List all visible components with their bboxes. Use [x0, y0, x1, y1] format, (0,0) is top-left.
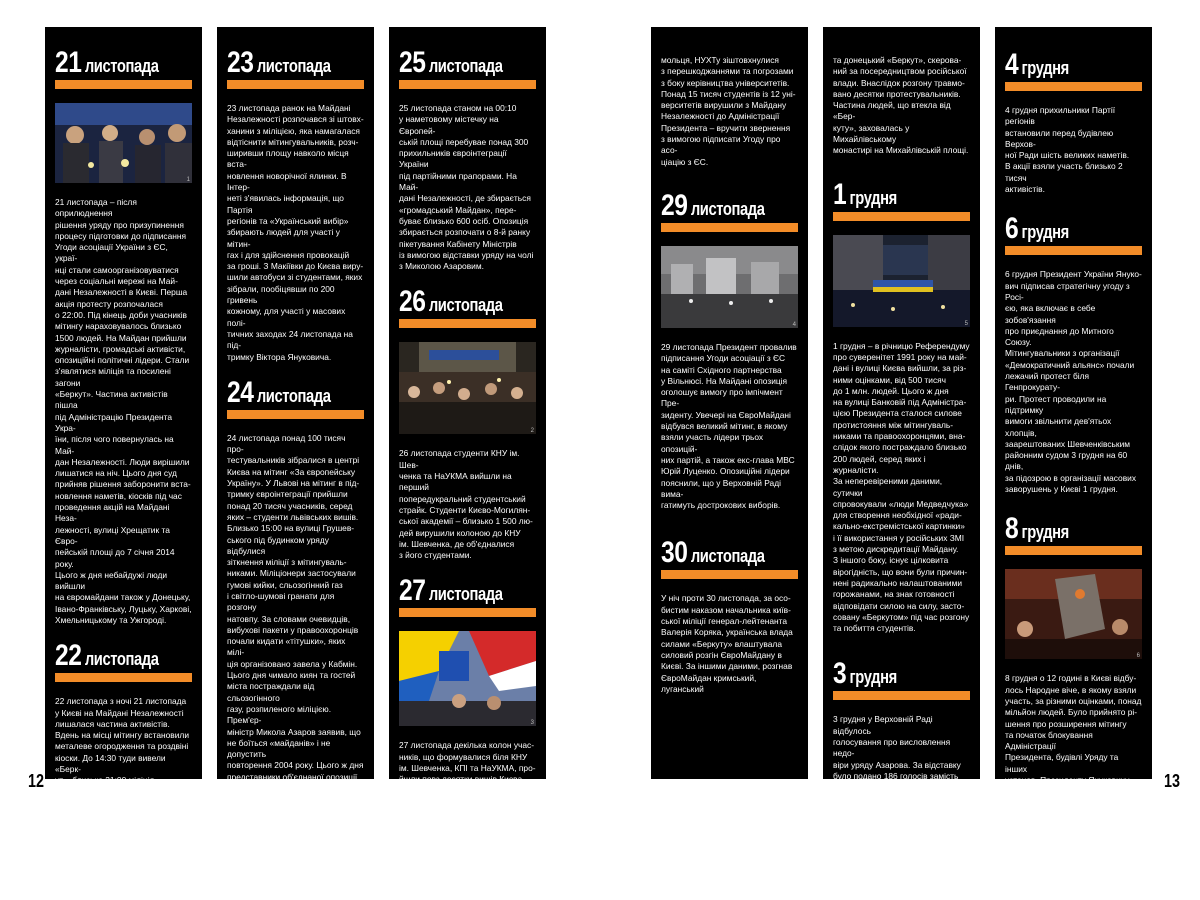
photo-dec1 [833, 235, 970, 327]
orange-bar [661, 570, 798, 579]
text-dec4: 4 грудня прихильники Партії регіонів встановили перед будівлею Верхов- ної Ради шість великих наметів. В акції взяли участь близько 2 тисяч активістів. [1005, 105, 1130, 195]
heading-day: 21 [55, 46, 82, 79]
heading-day: 4 [1005, 48, 1019, 81]
column-1 [45, 27, 202, 899]
heading-day: 27 [399, 574, 426, 608]
text-nov21: 21 листопада – після оприлюднення рішення уряду про призупинення процесу підготовки до підписання Угоди асоціації України з ЄС, украї- нці стали самоорганізовуватися через соціальні мережі на Май- дані Незалежності в Києві. Перша акція протесту розпочалася о 22:00. Під кінець доби учасників мітингу нараховувалось близько 1500 людей. На Майдан прийшли журналісти, громадські активісти, опозиційні політичні лідери. Стали з'являтися міліція та посилені загони «Беркут». Частина активістів пішла під Адміністрацію Президента Укра- їни, після чого повернулась на Май- дан Незалежності. Люди вирішили лишатися на ніч. Цього дня суд прийняв рішення заборонити вста- новлення наметів, кіосків під час проведення акцій на Майдані Неза- лежності, вулиці Хрещатик та Євро- пейській площі до 7 січня 2014 року. Цього ж дня небайдужі люди вийшли на євромайдани також у Донецьку, Івано-Франківську, Луцьку, Харкові, Хмельницькому та Ужгороді. [55, 197, 192, 625]
text-nov27: 27 листопада декілька колон учас- ників, що формувалися біля КНУ ім. Шевченка, КПІ та НаУКМА, про- йшли повз десятки вишів Києва, закликаючи студентів виходити на страйк. Всі колони вийшли на Євро- майдан. Студенти ЮТУ НМУ ім. Бого- [399, 740, 536, 841]
heading-month: листопада [84, 649, 159, 670]
orange-bar [227, 80, 364, 89]
photo-number: 3 [530, 720, 534, 727]
heading-day: 22 [55, 639, 82, 673]
photo-number: 5 [964, 320, 968, 327]
heading-nov23 [227, 47, 339, 79]
heading-day: 29 [661, 188, 688, 222]
orange-bar [227, 410, 364, 419]
heading-month: грудня [1021, 222, 1069, 243]
heading-day: 6 [1005, 212, 1019, 246]
text-dec8: 8 грудня о 12 годині в Києві відбу- лось Народне віче, в якому взяли участь, за різними оцінками, понад мільйон людей. Було прийнято рі- шення про розширення мітингу та початок блокування Адміністрації Президента, будівлі Уряду та інших установ. Президенту Януковичу висунули ультиматум із загрозою розпочати похід на резиденцію «Межигір'я». Цього ж дня в Києві протестувальниками був знесений пам'ятник Леніну. В урядовому квар- талі міста почали зводити барикади. [1005, 673, 1142, 876]
page-number-right: 13 [1164, 771, 1181, 791]
heading-nov24 [227, 377, 339, 409]
heading-dec6 [1005, 213, 1117, 245]
heading-day: 25 [399, 46, 426, 79]
text-nov30: У ніч проти 30 листопада, за осо- бистим наказом начальника київ- ської міліції генерал-лейтенанта Валерія Коряка, українська влада силами «Беркуту» влаштувала силовий розгін ЄвроМайдану в Києві. За іншими даними, розгнав ЄвроМайдан кримський, луганський [661, 593, 793, 694]
heading-day: 23 [227, 46, 254, 79]
photo-dec8 [1005, 569, 1142, 659]
text-nov23: 23 листопада ранок на Майдані Незалежності розпочався зі штовх- ханини з міліцією, яка намагалася відтіснити мітингувальників, розч- ширивши площу навколо місця вста- новлення новорічної ялинки. В Інтер- неті з'явилась інформація, що Партія регіонів та «Український вибір» збирають людей для участі у мітин- гах і для здійснення провокацій за гроші. З Макіївки до Києва виру- шили автобуси зі студентами, яких зібрали, пообіцявши по 200 гривень кожному, для участі у масових полі- тичних заходах 24 листопада на під- тримку Віктора Януковича. [227, 103, 364, 362]
orange-bar [1005, 546, 1142, 555]
photo-nov26 [399, 342, 536, 434]
photo-nov27 [399, 631, 536, 726]
text-nov29: 29 листопада Президент провалив підписання Угоди асоціації з ЄС на саміті Східного партнерства у Вільнюсі. На Майдані опозиція оголошує вимогу про імпічмент Пре- зиденту. Увечері на ЄвроМайдані відбувся великий мітинг, в якому взяли участь лідери трьох опозицій- них партій, а також екс-глава МВС Юрій Луценко. Опозиційні лідери пояснили, що у Верховній Раді вима- гатимуть дострокових виборів. [661, 341, 797, 511]
heading-day: 3 [833, 657, 847, 691]
column-3 [389, 27, 546, 841]
orange-bar [661, 223, 798, 232]
text-cont30: та донецький «Беркут», скерова- ний за посередництвом російської влади. Внаслідок розгону травмо- вано десятки протестувальників. Частина людей, що втекла від «Бер- куту», заховалась у Михайлівському монастирі на Михайлівській площі. [833, 55, 969, 156]
heading-month: грудня [849, 187, 897, 208]
text-nov25: 25 листопада станом на 00:10 у наметовому містечку на Європей- ській площі перебувае понад 300 прихильників євроінтеграції України під партійними прапорами. На Май- дані Незалежності, де збирається «громадський Майдан», пере- буває близько 600 осіб. Опозиція збирається розпочати о 8-й ранку пікетування Кабінету Міністрів із вимогою відставки уряду на чолі з Миколою Азаровим. [399, 103, 534, 272]
heading-nov26 [399, 286, 511, 318]
heading-dec3 [833, 658, 945, 690]
photo-number: 1 [186, 177, 190, 183]
heading-nov29 [661, 190, 773, 222]
column-5 [823, 27, 980, 804]
heading-month: листопада [428, 584, 503, 605]
orange-bar [833, 691, 970, 700]
orange-bar [55, 673, 192, 682]
column-6 [995, 27, 1152, 876]
heading-month: грудня [1021, 58, 1069, 78]
heading-dec8 [1005, 513, 1117, 545]
heading-nov21 [55, 47, 167, 79]
heading-dec1 [833, 179, 945, 211]
orange-bar [833, 212, 970, 221]
heading-nov22 [55, 640, 167, 672]
heading-month: грудня [1021, 522, 1069, 543]
heading-month: грудня [849, 667, 897, 688]
orange-bar [399, 80, 536, 89]
text-nov24: 24 листопада понад 100 тисяч про- тестувальників зібралися в центрі Києва на мітинг «За європейську Україну». У Львові на мітинг в під- тримку євроінтеграції прийшли понад 20 тисяч учасників, серед яких – студенти львівських вишів. Близько 15:00 на вулиці Грушев- ського під будинком уряду відбулися зіткнення міліції з мітингуваль- никами. Міліціонери застосували гумові кийки, сльозогінний газ і світло-шумові гранати для розгону натовпу. За словами очевидців, вибухові пакети у правоохоронців почали кидати «тітушки», яких мілі- ція організовано завела у Кабмін. Цього дня чимало киян та гостей міста постраждали від сльозогінного газу, розпиленого міліцією. Прем'єр- міністр Микола Азаров заявив, що не боїться «майданів» і не допустить повторення 2004 року. Цього ж дня представники об'єднаної опозиції встановили 15 армійських брезенто- вих наметів і 20 тентів «Штабу Євро- пейського Майдану» на Європей- ській площі в Києві – попри рішення Київського окружного адмінсуду про заборону встановлення МАФів в центрі Києва. [227, 432, 364, 895]
heading-day: 24 [227, 375, 254, 409]
page-number-left: 12 [28, 771, 45, 791]
orange-bar [1005, 82, 1142, 91]
heading-dec4 [1005, 49, 1117, 81]
heading-day: 8 [1005, 512, 1019, 546]
heading-day: 1 [833, 177, 847, 211]
heading-month: листопада [428, 56, 503, 76]
column-2 [217, 27, 374, 895]
heading-nov25 [399, 47, 511, 79]
column-4 [651, 27, 808, 779]
heading-month: листопада [256, 385, 331, 406]
heading-day: 26 [399, 285, 426, 319]
heading-month: листопада [428, 295, 503, 316]
heading-month: листопада [690, 198, 765, 219]
orange-bar [55, 80, 192, 89]
photo-number: 2 [530, 428, 534, 435]
heading-day: 30 [661, 536, 688, 570]
orange-bar [399, 608, 536, 617]
text-cont28: мольця, НУХТу зіштовхнулися з перешкоджаннями та погрозами з боку керівництва університетів. Понад 15 тисяч студентів із 12 уні- верситетів вирушили з Майдану Незалежності до Адміністрації Президента – вручити звернення з вимогою підписати Угоду про асо- ціацію з ЄС. [661, 55, 796, 167]
orange-bar [1005, 246, 1142, 255]
heading-month: листопада [690, 546, 765, 567]
photo-number: 6 [1136, 653, 1140, 660]
orange-bar [399, 319, 536, 328]
photo-nov21 [55, 103, 192, 183]
text-nov22: 22 листопада з ночі 21 листопада у Києві на Майдані Незалежності лишалася частина активістів. Вдень на місці мітингу встановили металеве огородження та роздвіні кіоски. До 14:30 туди вивели «Берк- ут», близько 21:00 міліція перешко- дила спробі активістів встановити намети, через що відбулися сутички. Увечері відбувся мітинг, на який зібралося близько 5 тисяч людей. Цього дня євромайдани відбулися також у Одесі, Вінниці, Миколаєві, Донецьку, Кривому Розі, Сумах, Харкові та Чернівцях. [55, 696, 189, 899]
text-dec6: 6 грудня Президент України Януко- вич підписав стратегічну угоду з Росі- єю, яка включає в себе зобов'язання про приєднання до Митного Союзу. Мітингувальники з організації «Демократичний альянс» почали лежачий протест біля Генпрокурату- ри. Протест проводили на підтримку вимоги звільнити дев'ятьох хлопців, заарештованих Шевченківським районним судом 3 грудня на 60 днів, за підозрою в організації масових заворушень у Києві 1 грудня. [1005, 269, 1142, 495]
heading-nov27 [399, 575, 511, 607]
text-dec3: 3 грудня у Верховній Раді відбулось голосування про висловлення недо- віри уряду Азарова. За відставку було подано 186 голосів замість необхідних 226. Рішення про від- ставку прийняте не було. [833, 714, 962, 804]
text-nov26: 26 листопада студенти КНУ ім. Шев- ченка та НаУКМА вийшли на перший попередукральний студентський страйк. Студенти Києво-Могилян- ської академії – близько 1 500 лю- дей вирушили колоною до КНУ ім. Шевченка, де об'єдналися з його студентами. [399, 448, 533, 561]
photo-number: 4 [792, 321, 796, 328]
heading-month: листопада [256, 56, 331, 76]
heading-nov30 [661, 537, 773, 569]
text-dec1: 1 грудня – в річницю Референдуму про суверенітет 1991 року на май- дані і вулиці Києва вийшли, за різ- ними оцінками, від 500 тисяч до 1 млн. людей. Цього ж дня на вулиці Банковій під Адміністра- цією Президента сталося силове протистояння між мітингуваль- никами та правоохоронцями, вна- слідок якого постраждало близько 200 людей, серед яких і журналісти. За неперевіреними даними, сутички спровокували «люди Медведчука» для створення необхідної «ради- кально-екстремістської картинки» і її використання у російських ЗМІ з метою дискредитації Майдану. З іншого боку, існує цілковита вірогідність, що вони були причин- нені радикально налаштованими горожанами, на знак готовності відповідати силою на силу, засто- совану «Беркутом» під час розгону та побиття студентів. [833, 340, 970, 634]
photo-nov29 [661, 246, 798, 328]
heading-month: листопада [84, 56, 159, 76]
